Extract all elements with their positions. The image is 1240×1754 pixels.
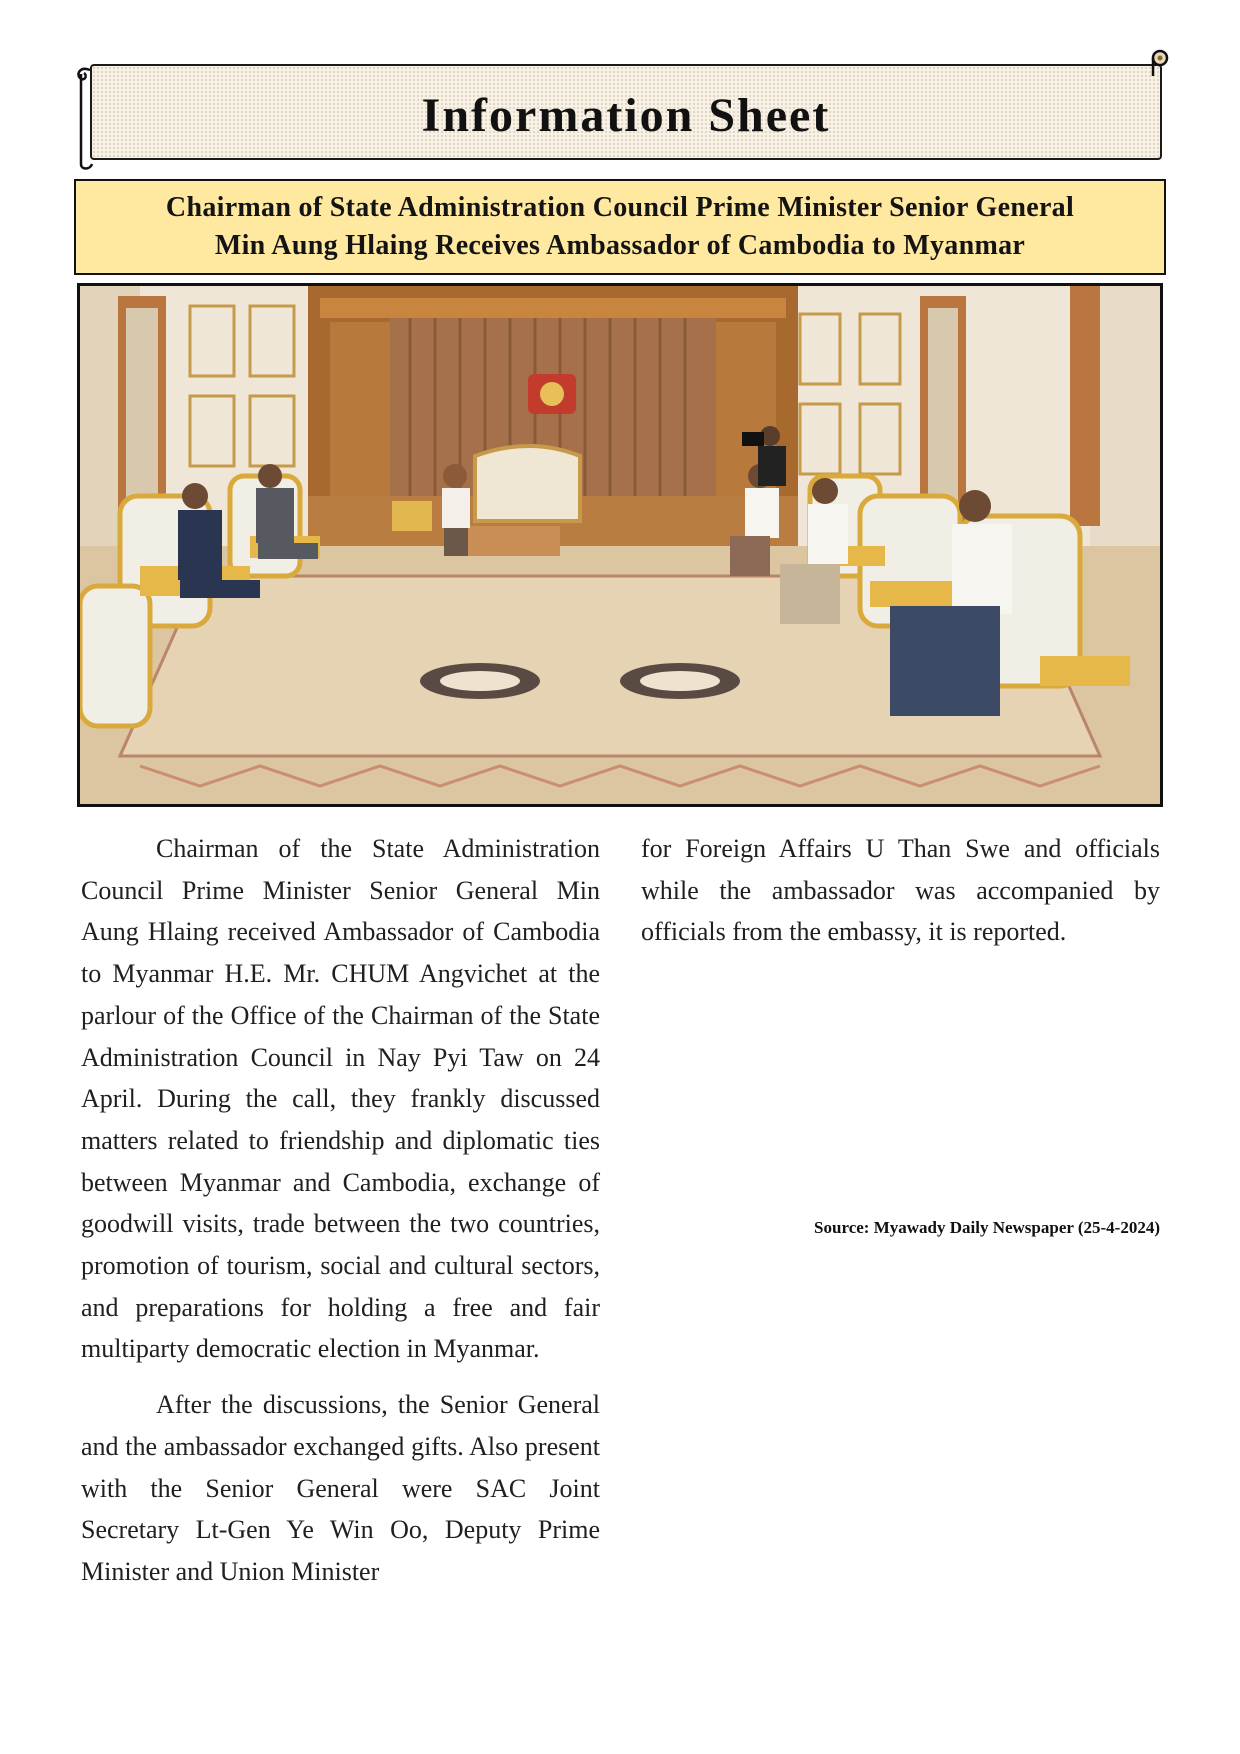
- headline-line-2: Min Aung Hlaing Receives Ambassador of Cambodia to Myanmar: [214, 230, 1026, 261]
- article-column-left: [81, 828, 600, 1593]
- source-citation: Source: Myawady Daily Newspaper (25-4-2024): [814, 1218, 1160, 1237]
- article-paragraph: for Foreign Affairs U Than Swe and officials while the ambassador was accompanied by officials from the embassy, it is reported.: [641, 834, 1160, 947]
- headline-line-1: Chairman of State Administration Council Prime Minister Senior General: [165, 192, 1075, 223]
- article-headline: [74, 179, 1166, 275]
- banner-body: [90, 64, 1162, 160]
- meeting-photo: [77, 283, 1163, 807]
- article-column-right: [641, 828, 1160, 953]
- title-banner: [74, 60, 1172, 172]
- page-title: Information Sheet: [421, 89, 831, 142]
- article-paragraph: Chairman of the State Administration Council Prime Minister Senior General Min Aung Hlaing received Ambassador of Cambodia to Myanmar H.E. Mr. CHUM Angvichet at the parlour of the Office of the Chairman of the State Administration Council in Nay Pyi Taw on 24 April. During the call, they frankly discussed matters related to friendship and diplomatic ties between Myanmar and Cambodia, exchange of goodwill visits, trade between the two countries, promotion of tourism, social and cultural sectors, and preparations for holding a free and fair multiparty democratic election in Myanmar.: [81, 834, 600, 1364]
- meeting-room-illustration: [80, 286, 1160, 804]
- article-paragraph: After the discussions, the Senior General and the ambassador exchanged gifts. Also present with the Senior General were SAC Joint Secretary Lt-Gen Ye Win Oo, Deputy Prime Minister and Union Minister: [81, 1390, 600, 1586]
- scroll-curl-right-icon: [1148, 48, 1172, 78]
